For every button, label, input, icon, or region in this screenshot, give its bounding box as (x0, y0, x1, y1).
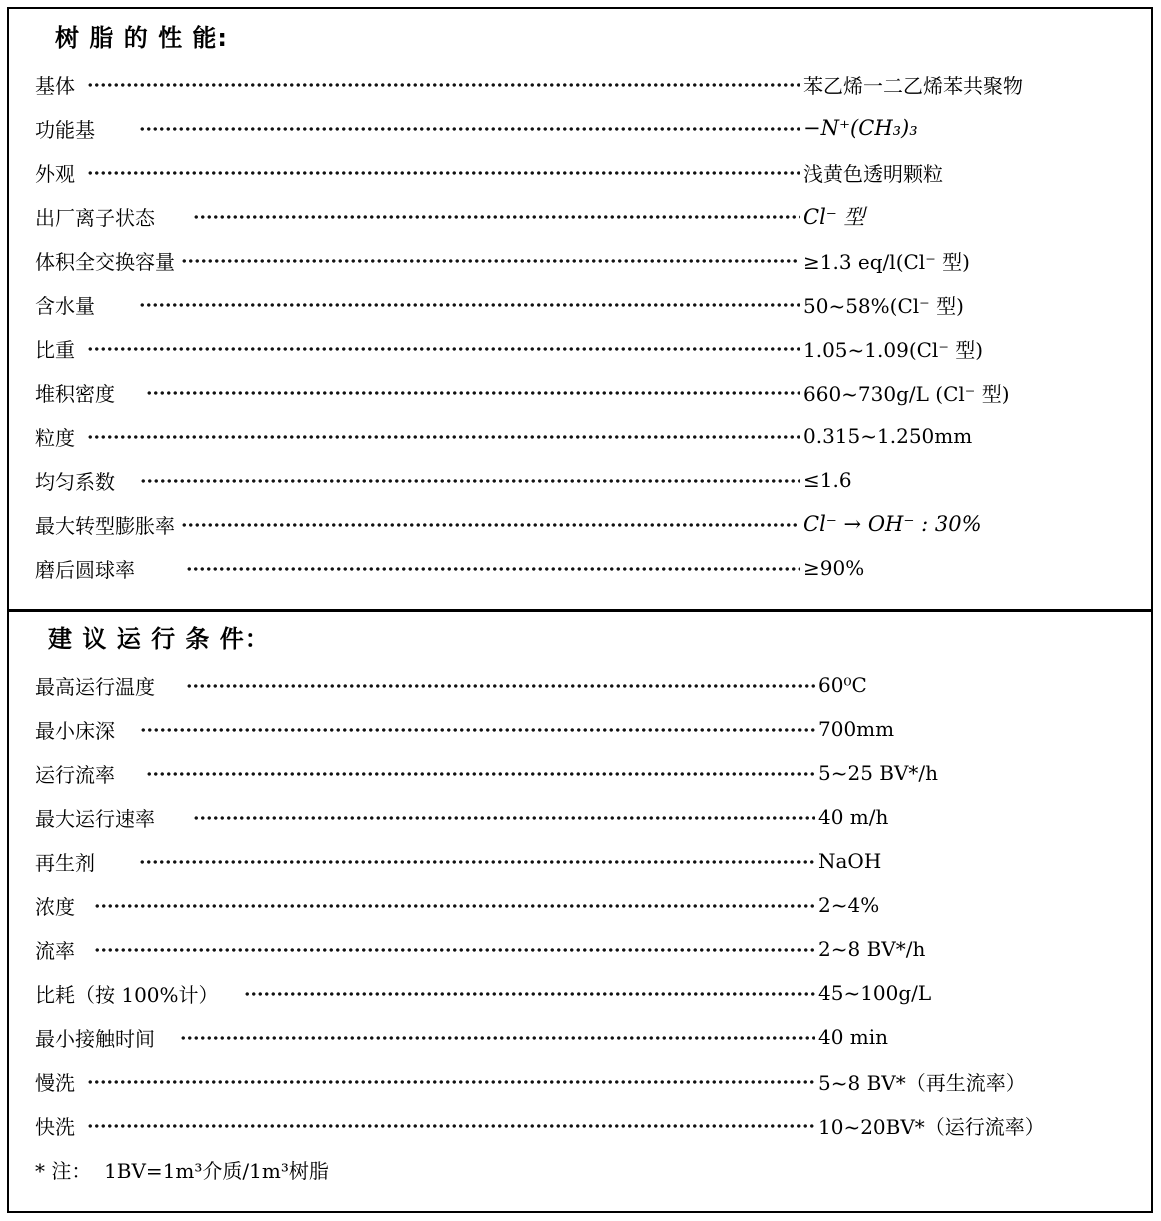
spec-value: 苯乙烯一二乙烯苯共聚物 (803, 73, 1023, 98)
spec-value: 2~4% (818, 893, 880, 917)
spec-label: 外观 (35, 161, 82, 186)
dot-leader (146, 390, 800, 396)
spec-label: 体积全交换容量 (35, 249, 175, 274)
spec-label: 再生剂 (35, 850, 134, 875)
spec-value-formula: Cl⁻ → OH⁻ : 30% (803, 512, 982, 536)
dot-leader (140, 478, 800, 484)
spec-value-formula: −N⁺(CH₃)₃ (803, 116, 918, 140)
dot-leader (139, 859, 815, 865)
dot-leader (87, 434, 800, 440)
spec-label: 流率 (35, 938, 88, 963)
spec-label: 最高运行温度 (35, 674, 181, 699)
spec-value: 0.315~1.250mm (803, 424, 973, 448)
spec-value: 1.05~1.09(Cl⁻ 型) (803, 337, 984, 362)
spec-value: 45~100g/L (818, 981, 932, 1005)
bv-definition-note (35, 1147, 1133, 1191)
spec-label: 最大运行速率 (35, 806, 187, 831)
spec-label: 磨后圆球率 (35, 557, 180, 582)
spec-label: 慢洗 (35, 1070, 82, 1095)
spec-label: 粒度 (35, 425, 82, 450)
dot-leader (146, 771, 815, 777)
spec-value: ≥1.3 eq/l(Cl⁻ 型) (803, 249, 970, 274)
spec-label: 最小接触时间 (35, 1026, 175, 1051)
spec-label: 最大转型膨胀率 (35, 513, 175, 538)
spec-row-flow-rate (35, 927, 1133, 971)
spec-row-specific-gravity (35, 326, 1133, 370)
spec-document-page (7, 7, 1153, 1213)
spec-row-moisture (35, 282, 1133, 326)
spec-label: 比重 (35, 337, 82, 362)
spec-row-uniformity-coefficient (35, 458, 1133, 502)
section-heading-operating-conditions: 建 议 运 行 条 件： (48, 625, 270, 653)
spec-label: 浓度 (35, 894, 88, 919)
spec-value: 5~8 BV*（再生流率） (818, 1070, 1026, 1095)
spec-row-bulk-density (35, 370, 1133, 414)
spec-row-matrix (35, 62, 1133, 106)
spec-row-ionic-form (35, 194, 1133, 238)
section-resin-properties (9, 9, 1151, 612)
dot-leader (94, 903, 815, 909)
dot-leader (139, 302, 800, 308)
spec-row-concentration (35, 883, 1133, 927)
spec-value: 700mm (818, 717, 895, 741)
spec-label: 均匀系数 (35, 469, 135, 494)
dot-leader (181, 522, 800, 528)
spec-value-formula: Cl⁻ 型 (803, 205, 865, 229)
dot-leader (87, 1079, 815, 1085)
dot-leader (186, 566, 800, 572)
spec-row-fast-rinse (35, 1103, 1133, 1147)
spec-value: 40 min (818, 1025, 889, 1049)
spec-label: 运行流率 (35, 762, 141, 787)
spec-row-appearance (35, 150, 1133, 194)
spec-value: 60⁰C (818, 673, 867, 697)
spec-value: 660~730g/L (Cl⁻ 型) (803, 381, 1010, 406)
dot-leader (186, 683, 815, 689)
operating-conditions-rows (35, 663, 1133, 1191)
spec-value: ≤1.6 (803, 468, 852, 492)
spec-row-max-temperature (35, 663, 1133, 707)
dot-leader (193, 214, 800, 220)
spec-row-min-contact-time (35, 1015, 1133, 1059)
spec-row-slow-rinse (35, 1059, 1133, 1103)
dot-leader (181, 258, 800, 264)
spec-row-functional-group (35, 106, 1133, 150)
dot-leader (94, 947, 815, 953)
spec-label: 堆积密度 (35, 381, 141, 406)
dot-leader (87, 1123, 815, 1129)
spec-value: 40 m/h (818, 805, 889, 829)
dot-leader (87, 346, 800, 352)
spec-value: ≥90% (803, 556, 865, 580)
spec-row-regenerant (35, 839, 1133, 883)
spec-label: 快洗 (35, 1114, 82, 1139)
spec-value: 2~8 BV*/h (818, 937, 926, 961)
spec-label: 基体 (35, 73, 82, 98)
spec-value: 5~25 BV*/h (818, 761, 939, 785)
section-operating-conditions (9, 612, 1151, 1211)
spec-label: 功能基 (35, 117, 134, 142)
spec-row-sphericity (35, 546, 1133, 590)
spec-row-service-flow-rate (35, 751, 1133, 795)
dot-leader (87, 82, 800, 88)
spec-value: NaOH (818, 849, 882, 873)
dot-leader (139, 126, 800, 132)
resin-properties-rows (35, 62, 1133, 590)
spec-row-exchange-capacity (35, 238, 1133, 282)
note-text: * 注： 1BV=1m³介质/1m³树脂 (35, 1158, 329, 1183)
dot-leader (140, 727, 815, 733)
spec-label: 出厂离子状态 (35, 205, 187, 230)
spec-value: 浅黄色透明颗粒 (803, 161, 943, 186)
spec-row-min-bed-depth (35, 707, 1133, 751)
spec-row-swelling-rate (35, 502, 1133, 546)
dot-leader (244, 991, 815, 997)
spec-label: 最小床深 (35, 718, 135, 743)
spec-label: 比耗（按 100%计） (35, 982, 238, 1007)
spec-row-particle-size (35, 414, 1133, 458)
spec-row-max-velocity (35, 795, 1133, 839)
section-heading-resin-properties: 树 脂 的 性 能: (55, 24, 229, 52)
spec-value: 50~58%(Cl⁻ 型) (803, 293, 964, 318)
spec-value: 10~20BV*（运行流率） (818, 1114, 1045, 1139)
spec-row-specific-consumption (35, 971, 1133, 1015)
spec-label: 含水量 (35, 293, 134, 318)
dot-leader (87, 170, 800, 176)
dot-leader (180, 1035, 815, 1041)
dot-leader (193, 815, 815, 821)
